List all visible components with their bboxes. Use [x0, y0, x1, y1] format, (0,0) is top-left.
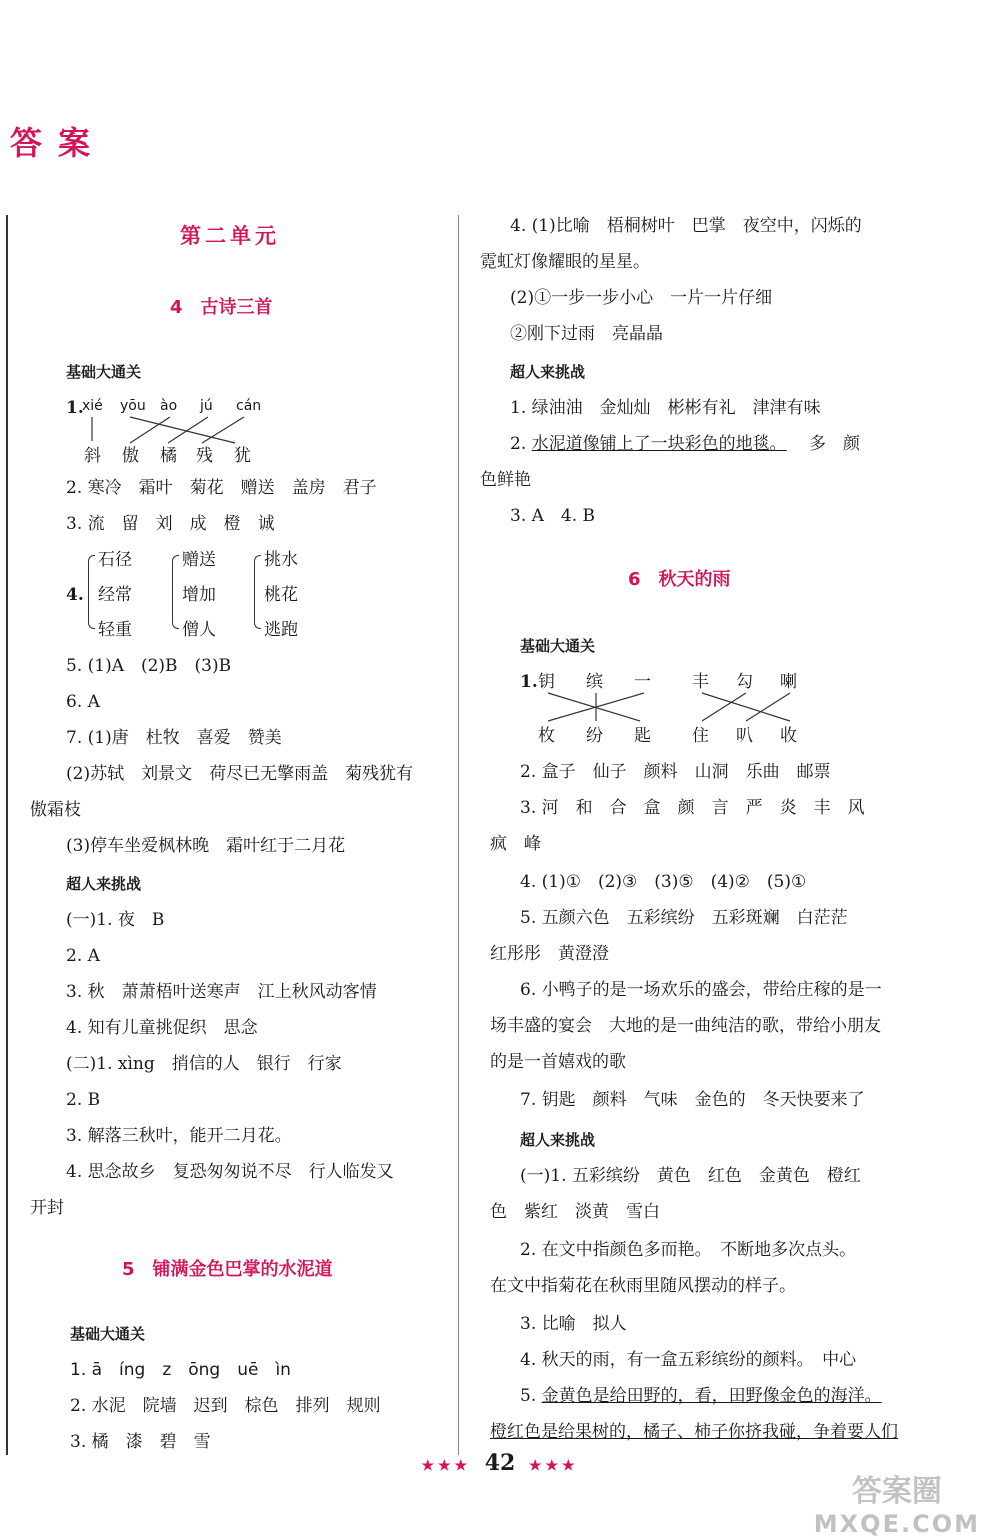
l4-q3: 3. 流 留 刘 成 橙 诚	[66, 514, 275, 534]
section-challenge-heading-r: 超人来挑战	[510, 363, 586, 381]
section-basic-heading-5: 基础大通关	[70, 1325, 146, 1343]
q4-col1-2: 轻重	[98, 620, 132, 640]
l4-q7-3: (3)停车坐爱枫林晚 霜叶红于二月花	[66, 836, 346, 856]
l6-q7: 7. 钥匙 颜料 气味 金色的 冬天快要来了	[520, 1090, 865, 1110]
l6-c3: 3. 比喻 拟人	[520, 1314, 627, 1334]
q1-char-1: 傲	[122, 446, 139, 466]
lesson-6-title: 6 秋天的雨	[628, 569, 731, 590]
r-q4-1b: 霓虹灯像耀眼的星星。	[480, 252, 650, 272]
l6-q5a: 5. 五颜六色 五彩缤纷 五彩斑斓 白茫茫	[520, 908, 848, 928]
q1-label: 1.	[66, 398, 84, 418]
q1-pinyin-3: jú	[200, 398, 213, 414]
l6-c5	[520, 1385, 882, 1407]
lesson-4-title: 4 古诗三首	[170, 297, 273, 318]
l4-q7-2a: (2)苏轼 刘景文 荷尽已无擎雨盖 菊残犹有	[66, 764, 414, 784]
l4-q6: 6. A	[66, 692, 100, 712]
l4-c1: (一)1. 夜 B	[66, 910, 165, 930]
l6-bottom-1: 纷	[586, 726, 603, 746]
q4-brace-3	[254, 555, 261, 629]
l6-bottom-2: 匙	[634, 726, 651, 746]
l6-q4: 4. (1)① (2)③ (3)⑤ (4)② (5)①	[520, 872, 807, 892]
l6-top-2: 一	[634, 672, 651, 692]
l6-top-4: 勾	[736, 672, 753, 692]
l4-q7-1: 7. (1)唐 杜牧 喜爱 赞美	[66, 728, 282, 748]
l6-q6c: 的是一首嬉戏的歌	[490, 1052, 626, 1072]
l6-match-lines	[480, 215, 900, 775]
r-c2-prefix: 2.	[510, 434, 527, 454]
page-title: 答案	[10, 124, 107, 162]
l4-q2: 2. 寒冷 霜叶 菊花 赠送 盖房 君子	[66, 478, 377, 498]
l6-top-1: 缤	[586, 672, 603, 692]
l6-q6a: 6. 小鸭子的是一场欢乐的盛会，带给庄稼的是一	[520, 980, 882, 1000]
r-c2-rest: 多 颜	[792, 434, 861, 454]
q4-col2-0: 赠送	[182, 550, 216, 570]
l6-c5-prefix: 5.	[520, 1386, 537, 1406]
watermark-logo	[814, 1466, 980, 1538]
l6-top-5: 喇	[780, 672, 797, 692]
q4-col2-1: 增加	[182, 585, 216, 605]
lesson-5-title: 5 铺满金色巴掌的水泥道	[122, 1259, 333, 1280]
l6-top-3: 丰	[692, 672, 709, 692]
l6-q1-label: 1.	[520, 672, 538, 692]
l4-c7: 3. 解落三秋叶，能开二月花。	[66, 1126, 292, 1146]
l6-q6b: 场丰盛的宴会 大地的是一曲纯洁的歌，带给小朋友	[490, 1016, 881, 1036]
q1-pinyin-0: xié	[82, 398, 103, 414]
l6-bottom-4: 叭	[736, 726, 753, 746]
q4-col3-0: 挑水	[264, 550, 298, 570]
q1-char-3: 残	[196, 446, 213, 466]
footer-stars-right: ★★★	[528, 1458, 579, 1474]
r-q4-1a: 4. (1)比喻 梧桐树叶 巴掌 夜空中，闪烁的	[510, 216, 862, 236]
section-challenge-heading-6: 超人来挑战	[520, 1131, 596, 1149]
l6-q2: 2. 盒子 仙子 颜料 山洞 乐曲 邮票	[520, 762, 831, 782]
r-c3: 3. A 4. B	[510, 506, 596, 526]
l6-q3a: 3. 河 和 合 盒 颜 言 严 炎 丰 风	[520, 798, 865, 818]
q1-pinyin-1: yōu	[120, 398, 146, 414]
watermark-line2: MXQE.COM	[813, 1510, 980, 1538]
l6-q5b: 红彤彤 黄澄澄	[490, 944, 609, 964]
q4-col1-0: 石径	[98, 550, 132, 570]
l6-q3b: 疯 峰	[490, 834, 541, 854]
l4-c5: (二)1. xìng 捎信的人 银行 行家	[66, 1054, 342, 1074]
l6-bottom-3: 住	[692, 726, 709, 746]
section-challenge-heading: 超人来挑战	[66, 875, 142, 893]
q4-col3-1: 桃花	[264, 585, 298, 605]
section-basic-heading: 基础大通关	[66, 363, 142, 381]
l6-c1b: 色 紫红 淡黄 雪白	[490, 1202, 660, 1222]
l6-c5-underlined-b: 橙红色是给果树的，橘子、柿子你挤我碰，争着要人们	[490, 1422, 898, 1442]
r-q4-2a: (2)①一步一步小心 一片一片仔细	[510, 288, 773, 308]
l4-c3: 3. 秋 萧萧梧叶送寒声 江上秋风动客情	[66, 982, 377, 1002]
l5-q1: 1. ā íng z ōng uē ìn	[70, 1360, 291, 1380]
q4-label: 4.	[66, 585, 84, 605]
r-c1: 1. 绿油油 金灿灿 彬彬有礼 津津有味	[510, 398, 821, 418]
watermark-line1: 答案圈	[851, 1474, 942, 1509]
q1-char-4: 犹	[234, 446, 251, 466]
l4-c2: 2. A	[66, 946, 100, 966]
l6-c1a: (一)1. 五彩缤纷 黄色 红色 金黄色 橙红	[520, 1166, 861, 1186]
q4-col2-2: 僧人	[182, 620, 216, 640]
footer-stars-left: ★★★	[421, 1458, 472, 1474]
l5-q3: 3. 橘 漆 碧 雪	[70, 1432, 211, 1452]
column-divider	[458, 215, 459, 1455]
l6-c5-underlined-a: 金黄色是给田野的，看，田野像金色的海洋。	[541, 1386, 882, 1406]
q1-pinyin-4: cán	[236, 398, 262, 414]
q4-brace-1	[88, 555, 95, 629]
section-basic-heading-6: 基础大通关	[520, 637, 596, 655]
l6-top-0: 钥	[538, 672, 555, 692]
l6-c2b: 在文中指菊花在秋雨里随风摆动的样子。	[490, 1276, 796, 1296]
q4-col1-1: 经常	[98, 585, 132, 605]
q4-brace-2	[172, 555, 179, 629]
left-margin-rule	[6, 215, 8, 1455]
l6-c2a: 2. 在文中指颜色多而艳。 不断地多次点头。	[520, 1240, 857, 1260]
q1-pinyin-2: ào	[160, 398, 178, 414]
l4-q7-2b: 傲霜枝	[30, 800, 81, 820]
q1-match-lines	[30, 215, 450, 475]
q4-col3-2: 逃跑	[264, 620, 298, 640]
l6-bottom-0: 枚	[538, 726, 555, 746]
q1-char-2: 橘	[160, 446, 177, 466]
page-number: 42	[484, 1450, 516, 1476]
l4-q5: 5. (1)A (2)B (3)B	[66, 656, 232, 676]
l4-c4: 4. 知有儿童挑促织 思念	[66, 1018, 258, 1038]
l5-q2: 2. 水泥 院墙 迟到 棕色 排列 规则	[70, 1396, 381, 1416]
r-q4-2b: ②刚下过雨 亮晶晶	[510, 324, 663, 344]
unit-title: 第二单元	[180, 224, 280, 248]
l6-bottom-5: 收	[780, 726, 797, 746]
r-c2b: 色鲜艳	[480, 470, 531, 490]
l4-c8a: 4. 思念故乡 复恐匆匆说不尽 行人临发又	[66, 1162, 394, 1182]
l4-c8b: 开封	[30, 1198, 64, 1218]
l6-c4: 4. 秋天的雨，有一盒五彩缤纷的颜料。 中心	[520, 1350, 857, 1370]
q1-char-0: 斜	[84, 446, 101, 466]
r-c2-underlined: 水泥道像铺上了一块彩色的地毯。	[531, 434, 787, 454]
l4-c6: 2. B	[66, 1090, 101, 1110]
